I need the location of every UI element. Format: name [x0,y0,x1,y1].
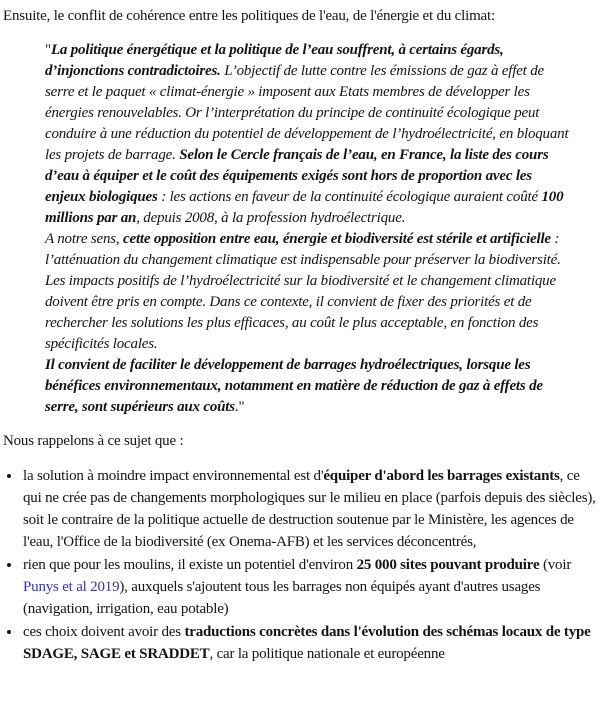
text-run: , depuis 2008, à la profession hydroélectrique. [136,210,406,226]
text-run: La politique énergétique et la politique de l’eau souffrent, à certains égards, d’injonctions contradictoires. [45,42,504,79]
list-item-equip-existing-dams [22,465,599,553]
text-run: la solution à moindre impact environnemental est d' [23,468,324,484]
text-run: 100 millions par an [45,189,564,226]
text-run: " [45,42,51,58]
quote-paragraph-3 [45,355,573,418]
text-run: (voir [539,557,572,573]
text-run: : les actions en faveur de la continuité écologique auraient coûté [157,189,542,205]
text-run: ." [234,399,245,415]
recall-intro: Nous rappelons à ce sujet que : [3,433,184,449]
quote-block [45,40,573,418]
text-run: , car la politique nationale et européenne [209,646,445,662]
quote-paragraph-1 [45,40,573,229]
recall-list [3,465,599,665]
text-run: cette opposition entre eau, énergie et biodiversité est stérile et artificielle [123,231,551,247]
list-item-local-schemas [22,621,599,665]
text-run: Il convient de faciliter le développement de barrages hydroélectriques, lorsque les bénéfices environnementaux, notamment en matière de réduction de gaz à effets de serre, sont supérieurs aux coûts [45,357,543,415]
text-run: , ce qui ne crée pas de changements morphologiques sur le milieu en place (parfois depuis des siècles), soit le contraire de la politique actuelle de destruction soutenue par le Ministère, les agences de l'eau, l'Office de la biodiversité (ex Onema-AFB) et les services déconcentrés, [23,468,596,550]
text-run: L’objectif de lutte contre les émissions de gaz à effet de serre et le paquet « climat-énergie » imposent aux Etats membres de développer les énergies renouvelables. Or l’interprétation du principe de continuité écologique peut conduire à une réduction du potentiel de développement de l’hydroélectricité, en bloquant les projets de barrage. [45,63,569,163]
text-run: 25 000 sites pouvant produire [356,557,540,573]
text-run: A notre sens, [45,231,124,247]
text-run: ces choix doivent avoir des [23,624,185,640]
punys-et-al-2019-link[interactable]: Punys et al 2019 [23,579,120,595]
text-run: : l’atténuation du changement climatique est indispensable pour préserver la biodiversité. Les impacts positifs de l’hydroélectricité sur la biodiversité et le changement climatique doivent être pris en compte. Dans ce contexte, il convient de fixer des priorités et de rechercher les solutions les plus efficaces, au coût le plus acceptable, en fonction des spécificités locales. [45,231,561,352]
text-run: Selon le Cercle français de l’eau, en France, la liste des cours d’eau à équiper et le coût des équipements exigés sont hors de proportion avec les enjeux biologiques [45,147,549,205]
text-run: ), auxquels s'ajoutent tous les barrages non équipés ayant d'autres usages (navigation, irrigation, eau potable) [23,579,541,617]
text-run: équiper d'abord les barrages existants [323,468,560,484]
intro-paragraph: Ensuite, le conflit de cohérence entre les politiques de l'eau, de l'énergie et du climat: [3,8,495,24]
text-run: rien que pour les moulins, il existe un potentiel d'environ [23,557,357,573]
list-item-mills-potential [22,554,599,620]
text-run: traductions concrètes dans l'évolution des schémas locaux de type SDAGE, SAGE et SRADDET [23,624,591,662]
quote-paragraph-2 [45,229,573,355]
